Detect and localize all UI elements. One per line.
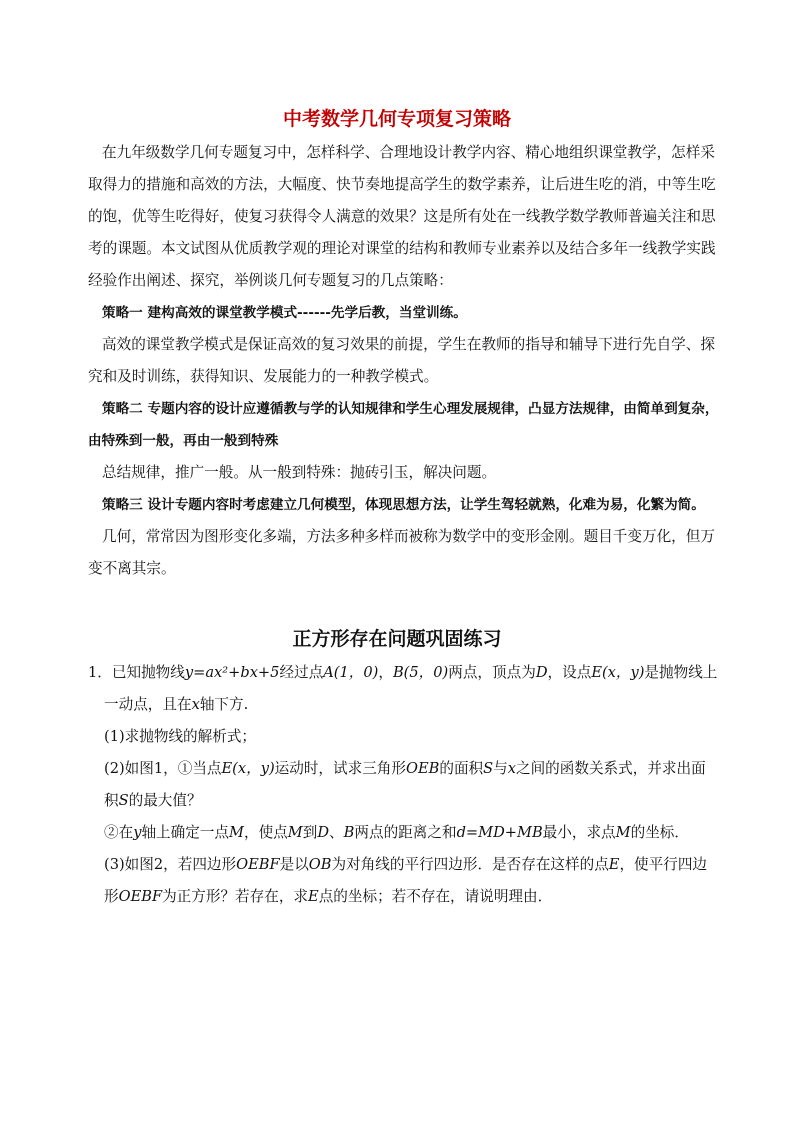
q-text: 与 [493, 760, 508, 777]
q-var: OEBF [236, 856, 280, 873]
point-a: A(1，0) [323, 664, 379, 681]
problem-stem [88, 657, 720, 721]
q-var: OB [308, 856, 332, 873]
section-title: 正方形存在问题巩固练习 [292, 628, 502, 650]
q-text: 的最大值？ [128, 792, 202, 809]
q-text: 最小，求点 [542, 824, 616, 841]
problem-1 [88, 657, 720, 913]
var-x: x [191, 696, 200, 713]
q-text: 为对角线的平行四边形．是否存在这样的点 [331, 856, 609, 873]
q-text: 为正方形？若存在，求 [162, 888, 309, 905]
q-var: S [483, 760, 494, 777]
stem-text: 已知抛物线 [111, 664, 185, 681]
main-title: 中考数学几何专项复习策略 [282, 108, 511, 130]
q-var: B [343, 824, 355, 841]
vertex-d: D [535, 664, 548, 681]
point-b: B(5，0) [392, 664, 449, 681]
strategy-two-heading: 策略二 专题内容的设计应遵循教与学的认知规律和学生心理发展规律，凸显方法规律，由简单到复杂，由特殊到一般，再由一般到特殊 [88, 401, 719, 449]
q-var: d=MD+MB [456, 824, 543, 841]
q-var: x [507, 760, 516, 777]
question-2b [88, 817, 720, 849]
q-text: 、 [329, 824, 344, 841]
strategy-three-body: 几何，常常因为图形变化多端，方法多种多样而被称为数学中的变形金刚。题目千变万化，但万变不离其宗。 [88, 528, 715, 577]
question-1: (1)求抛物线的解析式； [104, 728, 257, 745]
q-var: M [615, 824, 631, 841]
q-text: 之间的函数关系式，并求出面积 [104, 760, 706, 809]
q-text: (2)如图1，①当点 [104, 760, 222, 777]
strategy-one-body: 高效的课堂教学模式是保证高效的复习效果的前提，学生在教师的指导和辅导下进行先自学、探究和及时训练，获得知识、发展能力的一种教学模式。 [88, 336, 715, 385]
stem-text: 是抛物线上一动点，且在 [104, 664, 718, 713]
strategy-two-body: 总结规律，推广一般。从一般到特殊：抛砖引玉，解决问题。 [102, 464, 497, 481]
q-var: M [287, 824, 303, 841]
question-3 [88, 849, 720, 913]
q-text: ，使点 [243, 824, 288, 841]
q-var: S [118, 792, 129, 809]
q-var: E [608, 856, 620, 873]
parabola-equation: y=ax²+bx+5 [184, 664, 280, 681]
q-var: E(x，y) [221, 760, 275, 777]
q-var: y [133, 824, 142, 841]
intro-section [88, 137, 720, 585]
q-text: 到 [302, 824, 318, 841]
q-text: 是以 [279, 856, 309, 873]
question-2a [88, 753, 720, 817]
stem-text: 轴下方. [199, 696, 249, 713]
point-e: E(x，y) [591, 664, 645, 681]
strategy-three-heading: 策略三 设计专题内容时考虑建立几何模型，体现思想方法，让学生驾轻就熟，化难为易，化繁为简。 [102, 497, 705, 513]
problem-number: 1． [88, 664, 112, 681]
stem-text: 两点，顶点为 [448, 664, 536, 681]
q-text: 运动时，试求三角形 [274, 760, 406, 777]
q-text: 的坐标． [630, 824, 689, 841]
stem-text: ， [378, 664, 393, 681]
q-var: D [317, 824, 330, 841]
q-text: 点的坐标；若不存在，请说明理由． [318, 888, 553, 905]
q-var: OEBF [118, 888, 163, 905]
q-text: ，使平行四边形 [104, 856, 708, 905]
q-text: 两点的距离之和 [354, 824, 457, 841]
stem-text: ，设点 [547, 664, 592, 681]
q-text: (3)如图2，若四边形 [104, 856, 237, 873]
q-text: ②在 [104, 824, 134, 841]
q-var: E [308, 888, 319, 905]
q-text: 轴上确定一点 [141, 824, 230, 841]
strategy-one-heading: 策略一 建构高效的课堂教学模式------先学后教，当堂训练。 [102, 305, 467, 321]
stem-text: 经过点 [279, 664, 324, 681]
q-text: 的面积 [439, 760, 484, 777]
q-var: OEB [406, 760, 440, 777]
intro-paragraph: 在九年级数学几何专题复习中，怎样科学、合理地设计教学内容、精心地组织课堂教学，怎样采取得力的措施和高效的方法，大幅度、快节奏地提高学生的数学素养，让后进生吃的消，中等生吃的饱，优等生吃得好，使复习获得令人满意的效果？这是所有处在一线教学数学教师普遍关注和思考的课题。本文试图从优质教学观的理论对课堂的结构和教师专业素养以及结合多年一线教学实践经验作出阐述、探究，举例谈几何专题复习的几点策略： [88, 144, 716, 289]
q-var: M [229, 824, 244, 841]
